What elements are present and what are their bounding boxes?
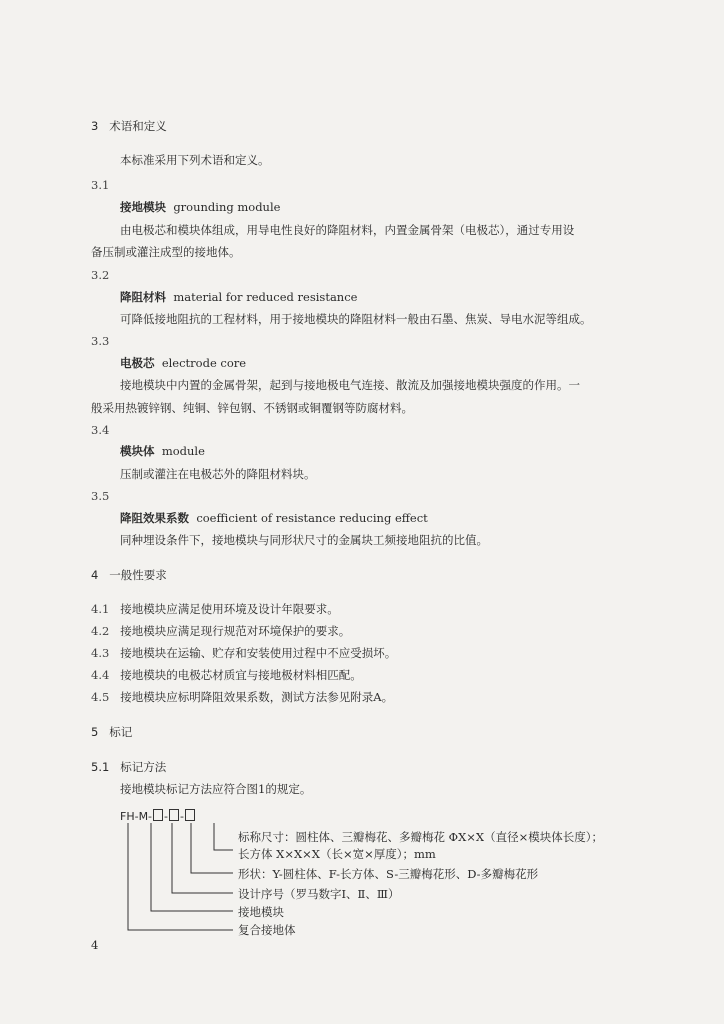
item-number: 4.5: [91, 690, 110, 704]
term-number: 3.5: [91, 489, 110, 503]
section-number: 3: [91, 119, 99, 133]
term-en: coefficient of resistance reducing effect: [196, 511, 428, 525]
item-number: 4.2: [91, 624, 110, 638]
term-number: 3.1: [91, 178, 110, 192]
item-text: 接地模块应满足使用环境及设计年限要求。: [120, 602, 339, 616]
section-title: 术语和定义: [109, 119, 167, 133]
intro-text: 本标准采用下列术语和定义。: [120, 153, 270, 167]
term-cn: 电极芯: [120, 356, 155, 370]
subsection-text: 接地模块标记方法应符合图1的规定。: [120, 782, 312, 796]
term-en: module: [161, 444, 205, 458]
term-number: 3.2: [91, 268, 110, 282]
term-en: electrode core: [161, 356, 247, 370]
marking-label: 接地模块: [238, 905, 284, 919]
term-definition: 压制或灌注在电极芯外的降阻材料块。: [120, 467, 316, 481]
subsection-number: 5.1: [91, 760, 110, 774]
section-title: 标记: [109, 725, 133, 739]
term-definition: 可降低接地阻抗的工程材料，用于接地模块的降阻材料一般由石墨、焦炭、导电水泥等组成。: [120, 312, 592, 326]
term-definition-cont: 般采用热镀锌钢、纯铜、锌包钢、不锈钢或铜覆钢等防腐材料。: [91, 401, 413, 415]
subsection-title: 标记方法: [120, 760, 167, 774]
marking-code: FH-M- - -: [120, 809, 196, 825]
section-number: 4: [91, 568, 99, 582]
term-number: 3.4: [91, 423, 110, 437]
page-number: 4: [91, 938, 99, 952]
term-definition: 同种埋设条件下，接地模块与同形状尺寸的金属块工频接地阻抗的比值。: [120, 533, 488, 547]
marking-prefix: FH-M-: [120, 810, 153, 823]
marking-label: 形状：Y-圆柱体、F-长方体、S-三瓣梅花形、D-多瓣梅花形: [238, 867, 539, 881]
item-text: 接地模块在运输、贮存和安装使用过程中不应受损坏。: [120, 646, 397, 660]
term-cn: 接地模块: [120, 200, 166, 214]
item-number: 4.1: [91, 602, 110, 616]
term-definition: 接地模块中内置的金属骨架，起到与接地极电气连接、散流及加强接地模块强度的作用。一: [120, 378, 580, 392]
term-definition-cont: 备压制或灌注成型的接地体。: [91, 245, 241, 259]
item-number: 4.3: [91, 646, 110, 660]
term-en: material for reduced resistance: [173, 290, 358, 304]
marking-label: 长方体 X×X×X（长×宽×厚度）；mm: [238, 847, 436, 861]
item-number: 4.4: [91, 668, 110, 682]
section-number: 5: [91, 725, 99, 739]
term-cn: 模块体: [120, 444, 155, 458]
section-title: 一般性要求: [109, 568, 167, 582]
marking-label: 设计序号（罗马数字Ⅰ、Ⅱ、Ⅲ）: [238, 887, 400, 901]
term-definition: 由电极芯和模块体组成，用导电性良好的降阻材料，内置金属骨架（电极芯），通过专用设: [120, 223, 575, 237]
term-en: grounding module: [173, 200, 281, 214]
item-text: 接地模块的电极芯材质宜与接地极材料相匹配。: [120, 668, 362, 682]
term-cn: 降阻材料: [120, 290, 166, 304]
item-text: 接地模块应满足现行规范对环境保护的要求。: [120, 624, 351, 638]
term-number: 3.3: [91, 334, 110, 348]
marking-label: 复合接地体: [238, 923, 296, 937]
marking-label: 标称尺寸：圆柱体、三瓣梅花、多瓣梅花 ΦX×X（直径×模块体长度）；: [238, 830, 603, 844]
term-cn: 降阻效果系数: [120, 511, 189, 525]
item-text: 接地模块应标明降阻效果系数，测试方法参见附录A。: [120, 690, 394, 704]
